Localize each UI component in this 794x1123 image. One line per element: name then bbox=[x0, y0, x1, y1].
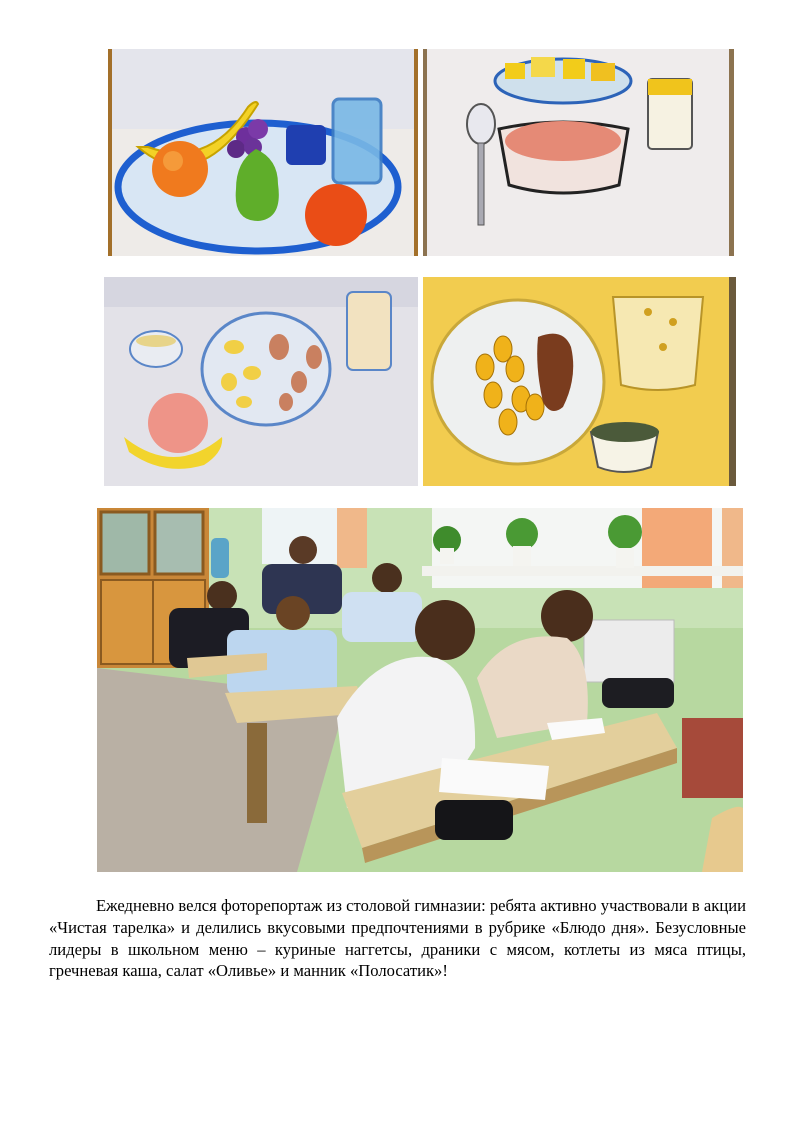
classroom-photo bbox=[97, 508, 743, 872]
drawing-salad-and-bowl bbox=[423, 49, 734, 256]
drawing-fruit-plate bbox=[108, 49, 418, 256]
drawing-yellow-meal bbox=[423, 277, 736, 486]
drawing-porridge-plate bbox=[104, 277, 418, 486]
photo-caption: Ежедневно велся фоторепортаж из столовой гимназии: ребята активно участвовали в акции «Чистая тарелка» и делились вкусовыми предпочтениями в рубрике «Блюдо дня». Безусловные лидеры в школьном меню – куриные наггетсы, драники с мясом, котлеты из мяса птицы, гречневая каша, салат «Оливье» и манник «Полосатик»! bbox=[49, 896, 746, 981]
